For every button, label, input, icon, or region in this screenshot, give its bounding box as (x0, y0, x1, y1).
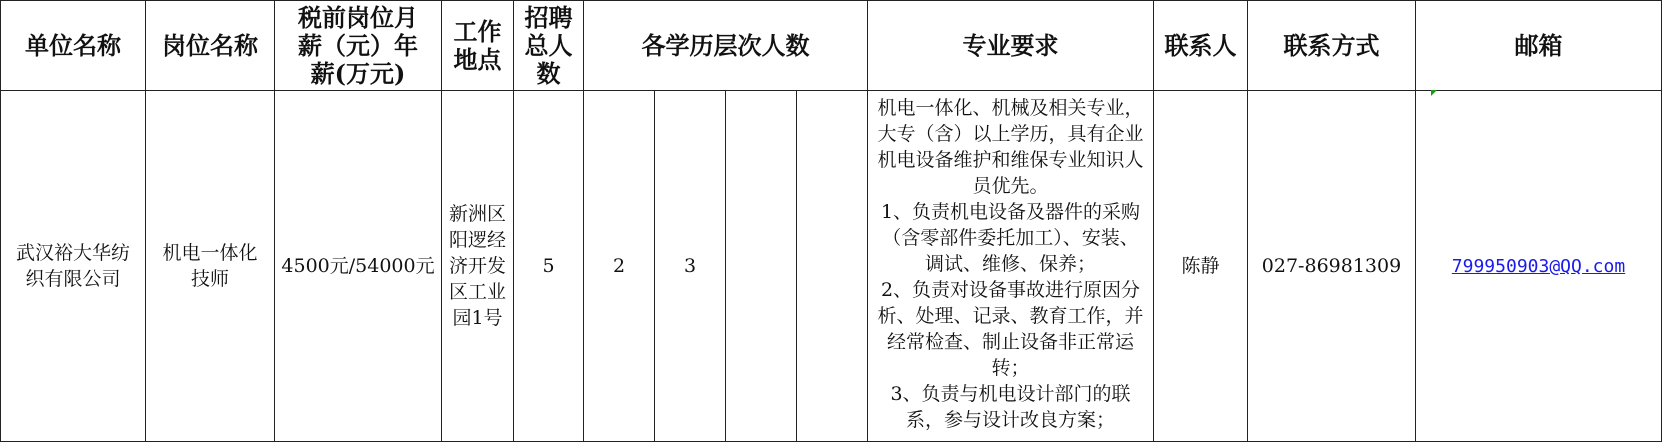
requirement-line: 1、负责机电设备及器件的采购（含零部件委托加工）、安装、调试、维修、保养； (880, 201, 1141, 275)
header-row (1, 1, 1662, 91)
header-position: 岗位名称 (146, 1, 275, 91)
requirement-line: 2、负责对设备事故进行原因分析、处理、记录、教育工作，并经常检查、制止设备非正常运转； (877, 279, 1144, 379)
edu-count-cell (797, 91, 868, 442)
header-total: 招聘总人数 (514, 1, 584, 91)
edu-count-cell (726, 91, 797, 442)
salary-cell: 4500元/54000元 (275, 91, 442, 442)
header-location: 工作地点 (442, 1, 514, 91)
unit-cell: 武汉裕大华纺织有限公司 (1, 91, 146, 442)
header-unit: 单位名称 (1, 1, 146, 91)
header-contact-phone: 联系方式 (1248, 1, 1416, 91)
header-email: 邮箱 (1416, 1, 1662, 91)
requirement-line: 机电一体化、机械及相关专业，大专（含）以上学历，具有企业机电设备维护和维保专业知识人员优先。 (877, 97, 1144, 197)
header-contact-person: 联系人 (1154, 1, 1248, 91)
requirement-line: 3、负责与机电设计部门的联系，参与设计改良方案； (890, 383, 1131, 431)
edu-count-cell: 2 (584, 91, 655, 442)
location-cell: 新洲区阳逻经济开发区工业园1号 (442, 91, 514, 442)
email-cell (1416, 91, 1662, 442)
requirement-cell (868, 91, 1154, 442)
total-cell: 5 (514, 91, 584, 442)
table-row (1, 91, 1662, 442)
edu-count-cell: 3 (655, 91, 726, 442)
header-education: 各学历层次人数 (584, 1, 868, 91)
header-requirement: 专业要求 (868, 1, 1154, 91)
email-link[interactable]: 799950903@QQ.com (1451, 255, 1626, 277)
contact-person-cell: 陈静 (1154, 91, 1248, 442)
position-cell: 机电一体化技师 (146, 91, 275, 442)
cell-comment-marker (1431, 90, 1437, 96)
contact-phone-cell: 027-86981309 (1248, 91, 1416, 442)
header-salary: 税前岗位月薪（元）年薪(万元) (275, 1, 442, 91)
